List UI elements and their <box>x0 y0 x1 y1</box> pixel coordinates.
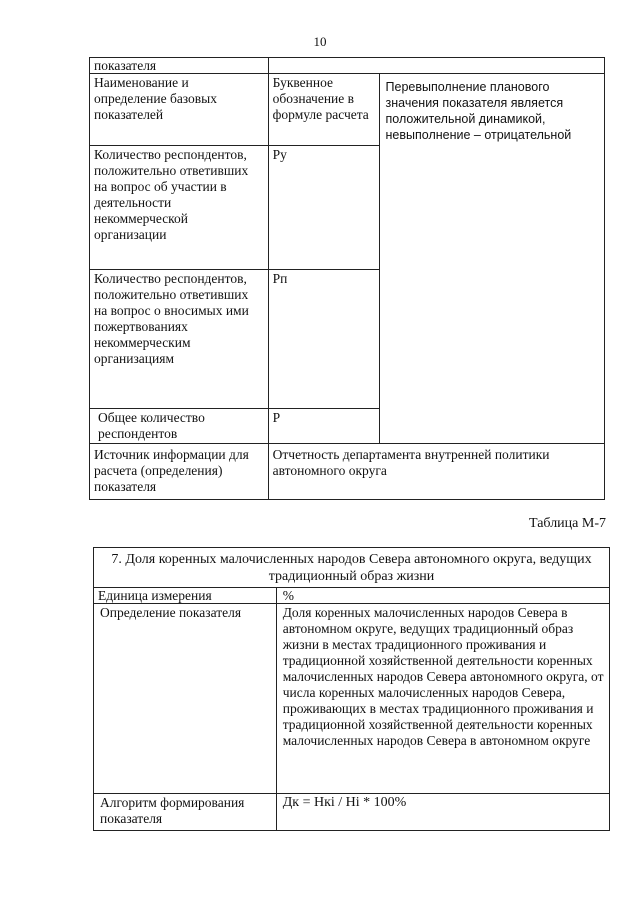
page-number: 10 <box>313 34 327 49</box>
symbol-r: Р <box>268 409 379 444</box>
unit-label: Единица измерения <box>94 588 277 604</box>
algorithm-label: Алгоритм формирования показателя <box>94 794 277 831</box>
continuation-label: показателя <box>94 58 157 73</box>
indicator-table-m7 <box>93 547 610 831</box>
row-respondents-participation: Количество респондентов, положительно ответивших на вопрос об участии в деятельности некоммерческой организации <box>90 146 269 270</box>
indicator-title: 7. Доля коренных малочисленных народов Севера автономного округа, ведущих традиционный образ жизни <box>94 548 610 588</box>
row-total-respondents: Общее количество респондентов <box>90 409 269 444</box>
header-performance-note: Перевыполнение планового значения показателя является положительной динамикой, невыполнение – отрицательной <box>379 74 604 444</box>
source-label: Источник информации для расчета (определения) показателя <box>90 444 269 500</box>
header-letter-symbol: Буквенное обозначение в формуле расчета <box>268 74 379 146</box>
continuation-label-cell <box>90 58 269 74</box>
unit-value: % <box>276 588 609 604</box>
row-respondents-donations: Количество респондентов, положительно ответивших на вопрос о вносимых ими пожертвованиях некоммерческим организациям <box>90 270 269 409</box>
source-value: Отчетность департамента внутренней политики автономного округа <box>268 444 604 500</box>
indicator-table-continued <box>89 57 605 500</box>
header-base-indicators: Наименование и определение базовых показателей <box>90 74 269 146</box>
symbol-rp: Рп <box>268 270 379 409</box>
algorithm-formula: Дк = Нкi / Нi * 100% <box>276 794 609 831</box>
definition-value: Доля коренных малочисленных народов Севера в автономном округе, ведущих традиционный образ жизни в местах традиционного проживания и традиционной хозяйственной деятельности коренных малочисленных народов Севера автономного округа, от числа коренных малочисленных народов Севера, проживающих в местах традиционного проживания и традиционной хозяйственной деятельности коренных малочисленных народов Севера в автономном округе <box>276 604 609 794</box>
symbol-ru: Ру <box>268 146 379 270</box>
table-caption: Таблица М-7 <box>529 516 606 531</box>
empty-continuation-cell <box>268 58 604 74</box>
definition-label: Определение показателя <box>94 604 277 794</box>
